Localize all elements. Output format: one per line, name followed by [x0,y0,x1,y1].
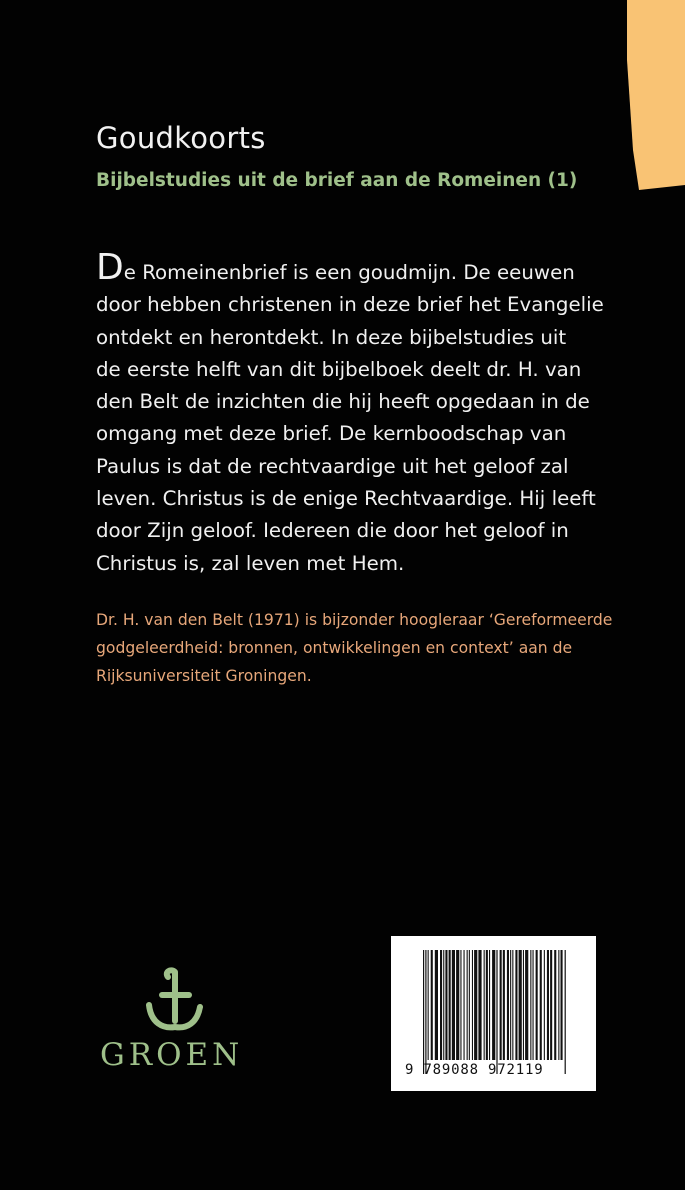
barcode-bar [486,950,488,1060]
barcode-bar [431,950,433,1060]
blurb-line: door Zijn geloof. Iedereen die door het geloof in [96,519,569,543]
anchor-icon [145,965,203,1033]
barcode-bar [550,950,552,1060]
author-bio-line: godgeleerdheid: bronnen, ontwikkelingen en context’ aan de [96,639,573,657]
barcode-bar [449,950,451,1060]
barcode-bar [558,950,559,1060]
corner-decoration [625,0,685,190]
book-title: Goudkoorts [96,121,266,155]
barcode-bar [496,950,497,1074]
barcode-bar [515,950,517,1060]
barcode-bar [492,950,495,1060]
author-bio-line: Rijksuniversiteit Groningen. [96,667,312,685]
book-subtitle: Bijbelstudies uit de brief aan de Romeinen (1) [96,170,578,191]
barcode-bar [547,950,549,1060]
barcode-bar [530,950,531,1060]
blurb-line: Christus is, zal leven met Hem. [96,551,405,575]
blurb-line-first-rest: e Romeinenbrief is een goudmijn. De eeuwen [123,261,575,284]
blurb-line: Paulus is dat de rechtvaardige uit het geloof zal [96,454,569,478]
barcode-bar [435,950,438,1060]
barcode-digits: 9 789088 972119 [405,1062,544,1078]
barcode-bar [510,950,511,1060]
publisher-name: GROEN [100,1037,244,1073]
barcode-bar [469,950,470,1060]
barcode-bar [423,950,424,1074]
barcode-bar [554,950,556,1060]
blurb-line: den Belt de inzichten die hij heeft opgedaan in de [96,390,590,414]
barcode-bar [544,950,545,1060]
barcode-bar [565,950,566,1074]
blurb-line: de eerste helft van dit bijbelboek deelt dr. H. van [96,357,582,381]
blurb-line: leven. Christus is de enige Rechtvaardige. Hij leeft [96,487,596,511]
barcode-bar [440,950,442,1060]
blurb-line-first [96,247,616,289]
blurb-text [96,247,616,580]
barcode-bar [489,950,490,1060]
barcode-bar [456,950,459,1060]
author-bio-line: Dr. H. van den Belt (1971) is bijzonder hoogleraar ‘Gereformeerde [96,611,613,629]
barcode-bar [445,950,447,1060]
barcode-bar [500,950,502,1060]
barcode-bar [425,950,426,1074]
barcode-bar [519,950,522,1060]
publisher-logo [100,965,260,1075]
author-bio [96,606,626,690]
barcode-bar [452,950,455,1060]
barcode-bar [512,950,513,1060]
barcode-bar [467,950,468,1060]
barcode-bar [523,950,524,1060]
barcode-bar [460,950,461,1060]
barcode-bar [540,950,542,1060]
barcode-bar [484,950,485,1060]
barcode-bar [525,950,528,1060]
barcode-bar [503,950,505,1060]
barcode-bar [478,950,481,1060]
barcode-bar [533,950,534,1060]
barcode-bar [472,950,473,1060]
barcode-bar [561,950,563,1060]
barcode-bars [421,950,571,1074]
drop-cap: D [96,247,124,288]
blurb-line: omgang met deze brief. De kernboodschap van [96,422,567,446]
barcode-bar [428,950,429,1060]
blurb-line: ontdekt en herontdekt. In deze bijbelstudies uit [96,325,567,349]
barcode-bar [443,950,444,1060]
blurb-line: door hebben christenen in deze brief het Evangelie [96,293,604,317]
barcode [391,936,596,1091]
barcode-bar [536,950,538,1060]
barcode-bar [507,950,509,1060]
barcode-bar [474,950,477,1060]
barcode-bar [464,950,465,1060]
